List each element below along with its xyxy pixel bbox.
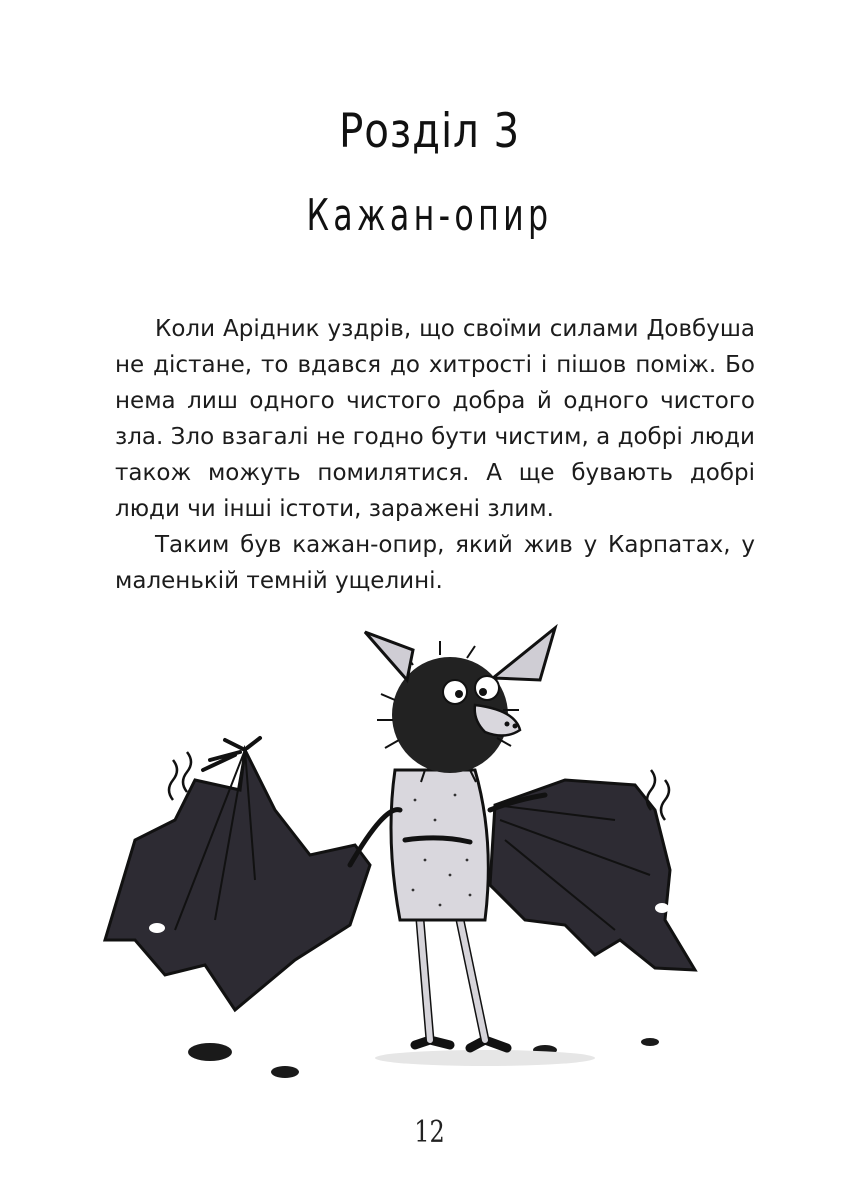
paragraph: Коли Арідник уздрів, що своїми силами Довбуша не дістане, то вдався до хитрості і пішов поміж. Бо нема лиш одного чистого добра й одного чистого зла. Зло взагалі не годно бути чистим, а добрі люди також можуть помилятися. А ще бувають добрі люди чи інші істоти, заражені злим. xyxy=(115,316,755,522)
chapter-number: Розділ 3 xyxy=(338,104,521,159)
vampire-bat-illustration xyxy=(95,620,715,1090)
chapter-title: Кажан-опир xyxy=(306,190,553,241)
paragraph: Таким був кажан-опир, який жив у Карпатах, у маленькій темній ущелині. xyxy=(115,532,755,594)
chapter-body xyxy=(115,311,755,599)
page-number: 12 xyxy=(414,1115,445,1150)
